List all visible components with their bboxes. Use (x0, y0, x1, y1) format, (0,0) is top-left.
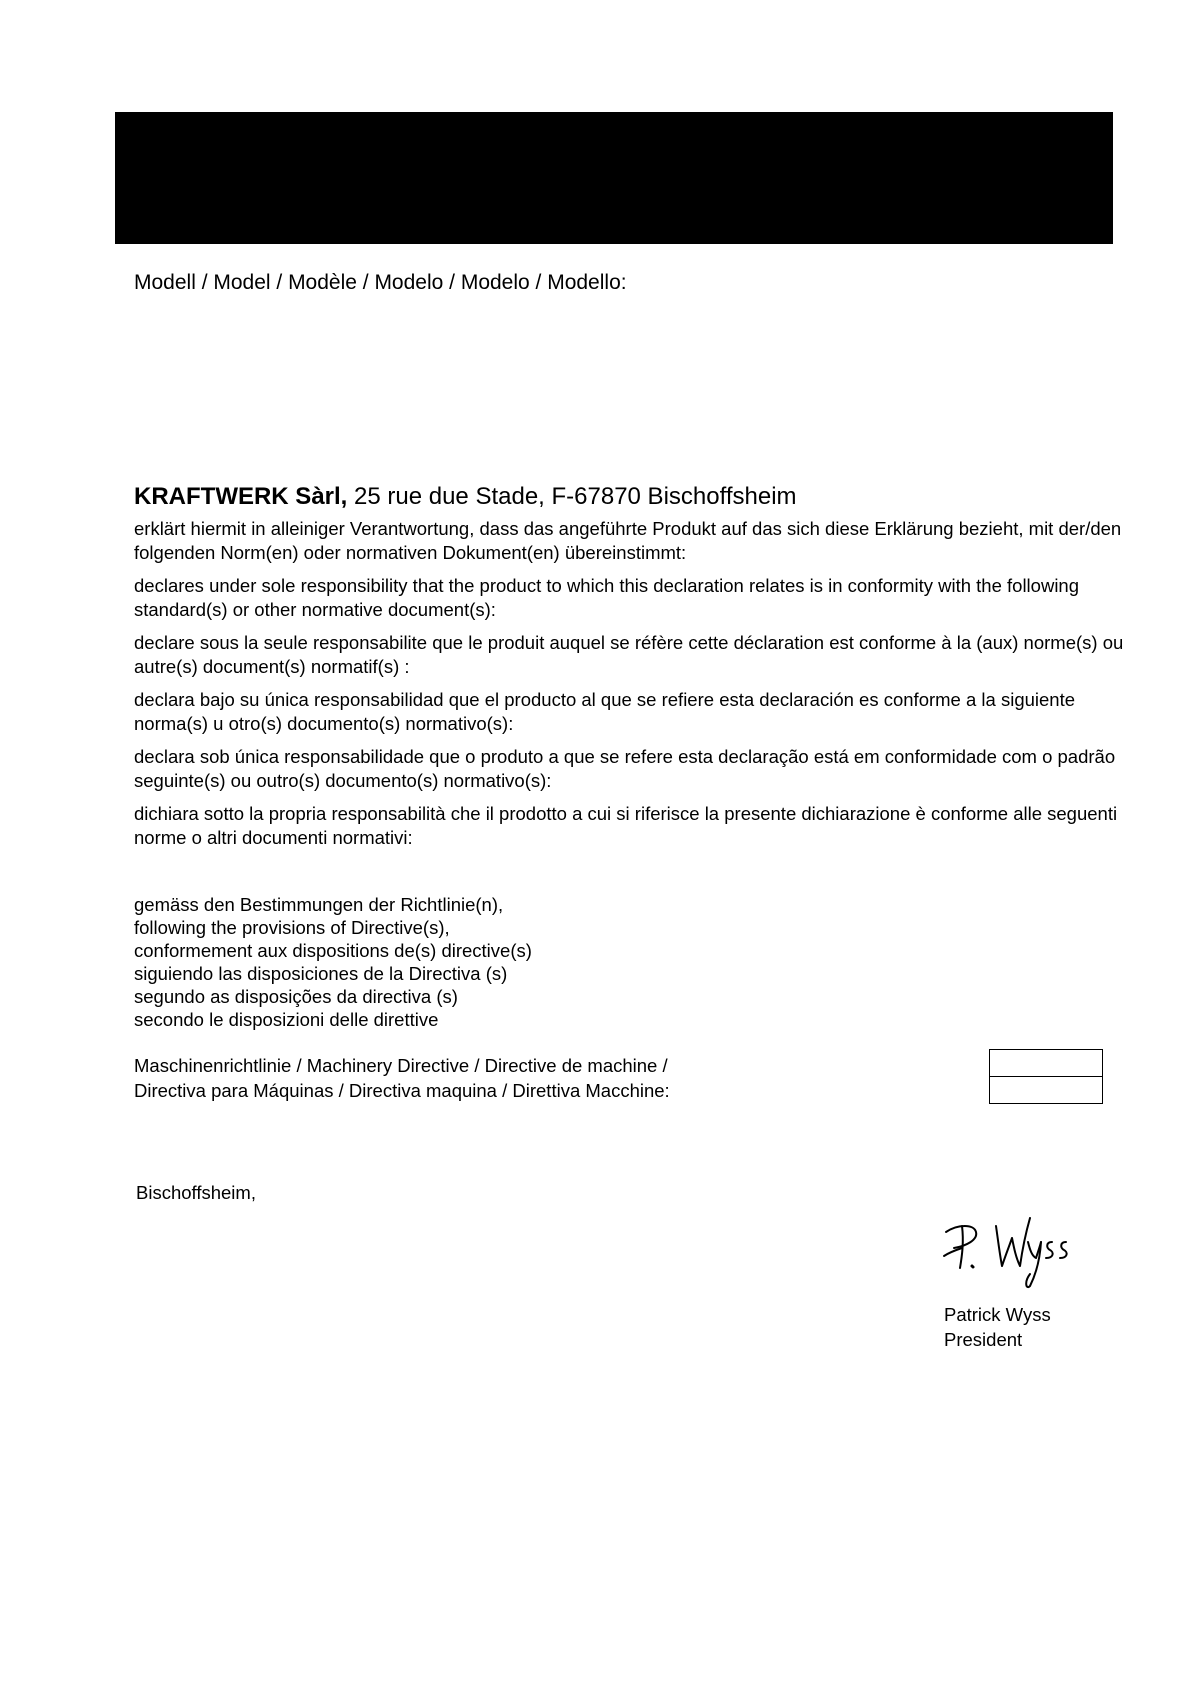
signer-block (944, 1302, 1051, 1352)
model-label: Modell / Model / Modèle / Modelo / Modelo / Modello: (134, 271, 627, 294)
signer-title: President (944, 1329, 1023, 1350)
declaration-en: declares under sole responsibility that the product to which this declaration relates is in conformity with the following standard(s) or other normative document(s): (134, 575, 1080, 620)
provision-pt: segundo as disposições da directiva (s) (134, 986, 458, 1007)
place-of-signature: Bischoffsheim, (136, 1182, 256, 1203)
declaration-es: declara bajo su única responsabilidad que el producto al que se refiere esta declaración es conforme a la siguiente norma(s) u otro(s) documento(s) normativo(s): (134, 689, 1076, 734)
directive-provisions (134, 893, 532, 1031)
signer-name: Patrick Wyss (944, 1304, 1051, 1325)
company-address: 25 rue due Stade, F-67870 Bischoffsheim (354, 483, 797, 510)
declaration-it: dichiara sotto la propria responsabilità che il prodotto a cui si riferisce la presente dichiarazione è conforme alle seguenti norme o altri documenti normativi: (134, 803, 1118, 848)
provision-de: gemäss den Bestimmungen der Richtlinie(n), (134, 894, 504, 915)
company-name: KRAFTWERK Sàrl, (134, 483, 348, 510)
header-band (115, 112, 1113, 244)
provision-en: following the provisions of Directive(s), (134, 917, 450, 938)
declaration-pt: declara sob única responsabilidade que o produto a que se refere esta declaração está em conformidade com o padrão seguinte(s) ou outro(s) documento(s) normativo(s): (134, 746, 1116, 791)
declaration-fr: declare sous la seule responsabilite que le produit auquel se réfère cette déclaration est conforme à la (aux) norme(s) ou autre(s) document(s) normatif(s) : (134, 632, 1124, 677)
machinery-directive (134, 1053, 670, 1103)
declaration-paragraphs (134, 517, 1134, 859)
directive-number-boxes (989, 1049, 1103, 1104)
provision-it: secondo le disposizioni delle direttive (134, 1009, 439, 1030)
company-line (134, 482, 797, 512)
machinery-directive-line-2: Directiva para Máquinas / Directiva maquina / Direttiva Macchine: (134, 1080, 670, 1101)
signature-image (940, 1212, 1075, 1292)
directive-box-divider (990, 1076, 1102, 1077)
machinery-directive-line-1: Maschinenrichtlinie / Machinery Directive / Directive de machine / (134, 1055, 668, 1076)
provision-fr: conformement aux dispositions de(s) directive(s) (134, 940, 532, 961)
provision-es: siguiendo las disposiciones de la Directiva (s) (134, 963, 508, 984)
declaration-de: erklärt hiermit in alleiniger Verantwortung, dass das angeführte Produkt auf das sich diese Erklärung bezieht, mit der/den folgenden Norm(en) oder normativen Dokument(en) übereinstimmt: (134, 518, 1122, 563)
